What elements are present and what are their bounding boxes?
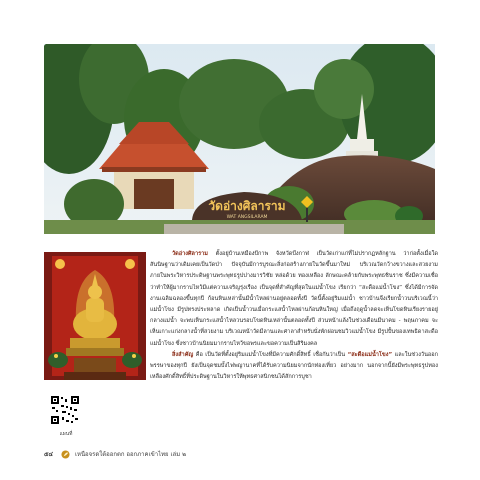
temple-entrance-photo [44,44,435,234]
buddha-statue-photo [44,252,146,380]
book-title: เหนือจรดใต้ออกตก ออกภาคเข้าไทย เล่ม ๒ [74,451,187,458]
temple-sign-english: WAT ANGSILARAM [226,215,268,220]
paragraph-2-text-b: และในช่วงวันออกพรรษาของทุกปี ยังเป็นจุดชมบั้งไฟพญานาคที่ได้รับความนิยมจากนักท่องเที่ยว อย่างมาก นอกจากนี้ยังมีพระพุทธรูปทองเหลืองศักดิ์สิทธิ์ที่ประดิษฐานในวิหารให้พุทธศาสนิกชนได้สักการบูชา [150,351,438,381]
temple-sign-thai: วัดอ่างศิลาราม [208,199,286,213]
leaf-ornament-icon [61,450,70,459]
paragraph-1-text: ตั้งอยู่บ้านเหมืองบีกาพ จังหวัดบึงกาฬ เป็นวัดเก่าแก่ที่ไม่ปรากฏหลักฐาน ว่าก่อตั้งเมื่อใด สันนิษฐานว่าเดิมเคยเป็นวัดป่า ปัจจุบันมีการบูรณะสิ่งก่อสร้างภายในวัดขึ้นมาใหม่ บริเวณวัดกว้างขวางและสวยงาม ภายในพระวิหารประดิษฐานพระพุทธรูปปางมารวิชัย หล่อด้วย ทองเหลือง ลักษณะคล้ายกับพระพุทธชินราช ซึ่งมีความเชื่อว่าทำให้ผู้มากราบไหว้มีแต่ความเจริญรุ่งเรือง เป็นจุดที่สำคัญที่สุดในแม่น้ำโขง เรียกว่า “สะดือแม่น้ำโขง” ซึ่งได้มีการจัดงานเฉลิมฉลองขึ้นทุกปี ก้อนหินเหล่านั้นมีน้ำไหลผ่านอยู่ตลอดทั้งปี วัดนี้ตั้งอยู่ริมแม่น้ำ ชาวบ้านจึงเรียกน้ำวนบริเวณนี้ว่าแม่น้ำโขง มีรูปทรงประหลาด เกิดเป็นน้ำวนเมื่อกระแสน้ำไหลผ่านก้อนหินใหญ่ เมื่อถึงฤดูน้ำลดจะเห็นโขดหินเรียงรายอยู่กลางแม่น้ำ จะพบเห็นกระแสน้ำไหลวนรอบโขดหินเหล่านั้นตลอดทั้งปี ส่วนหน้าแล้งในช่วงเดือนมีนาคม - พฤษภาคม จะเห็นเกาะแก่งกลางน้ำที่สวยงาม บริเวณหน้าวัดมีลานและศาลาสำหรับนั่งพักผ่อนชมวิวแม่น้ำโขง มีรูปปั้นของเทพธิดาสะดือแม่น้ำโขง ซึ่งชาวบ้านนิยมมากราบไหว้ขอพรและขอความเป็นสิริมงคล [150,251,438,347]
map-qr-code[interactable] [50,395,80,425]
qr-label: แผนที่ [59,431,73,437]
qr-code-icon [50,395,80,425]
page-number: ๕๔ [44,451,54,458]
mekong-navel-quote: “สะดือแม่น้ำโขง” [347,351,393,358]
article-body [150,249,438,414]
buddha-illustration [44,252,146,380]
temple-name-heading: วัดอ่างศิลาราม [172,251,208,257]
highlights-heading: สิ่งสำคัญ [172,351,194,358]
temple-entrance-illustration [44,44,435,234]
article-paragraph-1 [150,249,438,350]
paragraph-2-text-a: คือ เป็นวัดที่ตั้งอยู่ริมแม่น้ำโขงที่มีความศักดิ์สิทธิ์ เชื่อกันว่าเป็น [195,351,346,358]
page-footer [44,449,344,461]
article-paragraph-2 [150,350,438,384]
